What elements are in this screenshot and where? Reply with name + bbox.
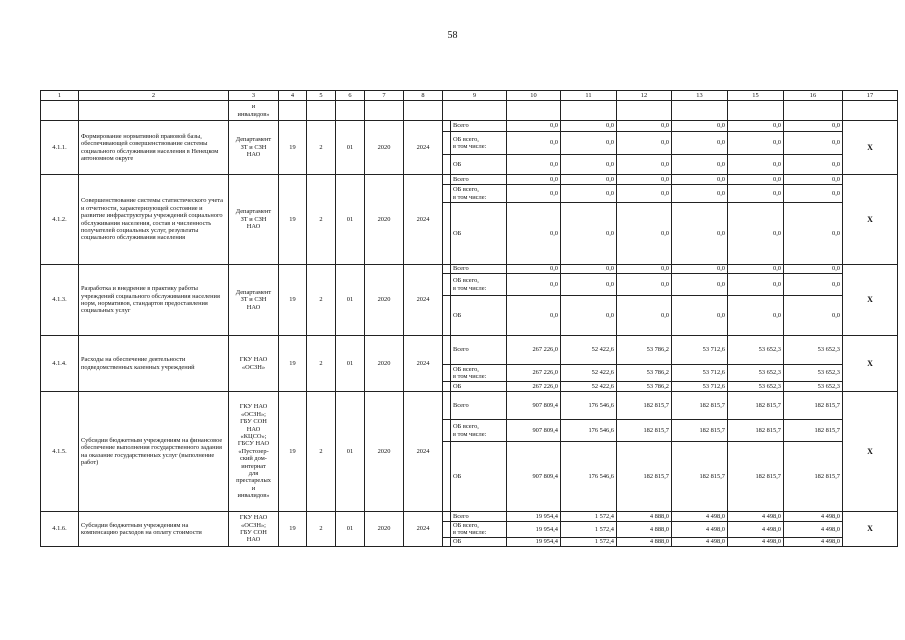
amount-cell: 176 546,6: [561, 420, 617, 442]
item-start-year: 2020: [365, 512, 404, 547]
amount-cell: 0,0: [617, 121, 672, 132]
amount-cell: 1 572,4: [561, 512, 617, 522]
item-mark: X: [843, 512, 898, 547]
spacer-cell: [443, 296, 451, 336]
spacer-cell: [443, 265, 451, 274]
funding-source: ОБ: [451, 442, 507, 512]
amount-cell: 53 652,3: [728, 365, 784, 382]
item-number: 4.1.1.: [41, 121, 79, 175]
empty-cell: [307, 101, 336, 121]
funding-source: Всего: [451, 175, 507, 185]
amount-cell: 19 954,4: [507, 522, 561, 538]
header-col: 16: [784, 91, 843, 101]
amount-cell: 52 422,6: [561, 336, 617, 365]
amount-cell: 53 712,6: [672, 382, 728, 392]
item-col6: 01: [336, 175, 365, 265]
amount-cell: 4 498,0: [672, 512, 728, 522]
empty-cell: [279, 101, 307, 121]
item-end-year: 2024: [404, 121, 443, 175]
funding-source: ОБ: [451, 155, 507, 175]
spacer-cell: [443, 522, 451, 538]
item-end-year: 2024: [404, 265, 443, 336]
amount-cell: 1 572,4: [561, 537, 617, 546]
spacer-cell: [443, 537, 451, 546]
header-col: 2: [79, 91, 229, 101]
item-col5: 2: [307, 175, 336, 265]
funding-source: ОБ всего, в том числе:: [451, 522, 507, 538]
amount-cell: 0,0: [617, 274, 672, 296]
amount-cell: 0,0: [617, 203, 672, 265]
amount-cell: 0,0: [784, 132, 843, 155]
amount-cell: 182 815,7: [784, 442, 843, 512]
item-start-year: 2020: [365, 121, 404, 175]
spacer-cell: [443, 132, 451, 155]
amount-cell: 0,0: [507, 296, 561, 336]
amount-cell: 53 786,2: [617, 382, 672, 392]
item-col4: 19: [279, 175, 307, 265]
amount-cell: 0,0: [507, 265, 561, 274]
item-col6: 01: [336, 512, 365, 547]
amount-cell: 4 498,0: [672, 537, 728, 546]
amount-cell: 0,0: [617, 132, 672, 155]
amount-cell: 53 786,2: [617, 336, 672, 365]
empty-cell: [404, 101, 443, 121]
item-col5: 2: [307, 392, 336, 512]
item-col6: 01: [336, 121, 365, 175]
amount-cell: 53 652,3: [728, 336, 784, 365]
item-name: Субсидии бюджетным учреждениям на компенсацию расходов на оплату стоимости: [79, 512, 229, 547]
amount-cell: 0,0: [672, 121, 728, 132]
table-row: [41, 121, 898, 132]
amount-cell: 0,0: [561, 296, 617, 336]
funding-source: ОБ всего, в том числе:: [451, 132, 507, 155]
amount-cell: 0,0: [672, 296, 728, 336]
item-start-year: 2020: [365, 392, 404, 512]
amount-cell: 0,0: [784, 203, 843, 265]
spacer-cell: [443, 442, 451, 512]
amount-cell: 0,0: [561, 121, 617, 132]
funding-source: ОБ всего, в том числе:: [451, 420, 507, 442]
amount-cell: 0,0: [507, 155, 561, 175]
empty-cell: [672, 101, 728, 121]
item-end-year: 2024: [404, 512, 443, 547]
amount-cell: 907 809,4: [507, 420, 561, 442]
empty-cell: [617, 101, 672, 121]
header-col: 12: [617, 91, 672, 101]
amount-cell: 4 888,0: [617, 522, 672, 538]
amount-cell: 0,0: [561, 175, 617, 185]
amount-cell: 0,0: [784, 121, 843, 132]
empty-cell: [784, 101, 843, 121]
amount-cell: 0,0: [784, 175, 843, 185]
item-mark: X: [843, 175, 898, 265]
funding-source: ОБ: [451, 296, 507, 336]
spacer-cell: [443, 336, 451, 365]
item-name: Разработка и внедрение в практику работы учреждений социального обслуживания населения норм, нормативов, стандартов предоставления социальных услуг: [79, 265, 229, 336]
funding-source: Всего: [451, 392, 507, 420]
item-mark: X: [843, 265, 898, 336]
item-col5: 2: [307, 336, 336, 392]
amount-cell: 182 815,7: [617, 442, 672, 512]
amount-cell: 0,0: [784, 185, 843, 203]
amount-cell: 4 498,0: [784, 512, 843, 522]
amount-cell: 267 226,0: [507, 336, 561, 365]
amount-cell: 907 809,4: [507, 392, 561, 420]
item-number: 4.1.5.: [41, 392, 79, 512]
amount-cell: 0,0: [672, 155, 728, 175]
item-mark: X: [843, 392, 898, 512]
amount-cell: 0,0: [507, 185, 561, 203]
amount-cell: 0,0: [672, 203, 728, 265]
item-col4: 19: [279, 392, 307, 512]
item-name: Формирование нормативной правовой базы, обеспечивающей совершенствование системы социального обслуживания населения в Ненецком автономном округе: [79, 121, 229, 175]
funding-source: ОБ всего, в том числе:: [451, 274, 507, 296]
item-col5: 2: [307, 512, 336, 547]
spacer-cell: [443, 175, 451, 185]
item-col6: 01: [336, 336, 365, 392]
item-start-year: 2020: [365, 175, 404, 265]
amount-cell: 0,0: [672, 175, 728, 185]
empty-cell: [561, 101, 617, 121]
continuation-row: [41, 101, 898, 121]
header-col: 9: [443, 91, 507, 101]
item-executor: Департамент ЗТ и СЗН НАО: [229, 265, 279, 336]
spacer-cell: [443, 382, 451, 392]
amount-cell: 53 786,2: [617, 365, 672, 382]
item-executor: Департамент ЗТ и СЗН НАО: [229, 121, 279, 175]
empty-cell: [443, 101, 507, 121]
item-end-year: 2024: [404, 175, 443, 265]
amount-cell: 182 815,7: [672, 442, 728, 512]
amount-cell: 1 572,4: [561, 522, 617, 538]
table-row: [41, 265, 898, 274]
header-col: 6: [336, 91, 365, 101]
empty-cell: [365, 101, 404, 121]
amount-cell: 0,0: [728, 175, 784, 185]
amount-cell: 4 498,0: [728, 537, 784, 546]
funding-source: Всего: [451, 336, 507, 365]
item-name: Совершенствование системы статистического учета и отчетности, характеризующей состояние и развитие инфраструктуры учреждений социального обслуживания населения, состав и численность получателей социальных услуг, результаты социального обслуживания населения: [79, 175, 229, 265]
header-col: 13: [672, 91, 728, 101]
funding-source: ОБ: [451, 203, 507, 265]
amount-cell: 182 815,7: [784, 420, 843, 442]
amount-cell: 0,0: [617, 175, 672, 185]
amount-cell: 182 815,7: [672, 392, 728, 420]
funding-source: Всего: [451, 512, 507, 522]
funding-source: ОБ всего, в том числе:: [451, 365, 507, 382]
amount-cell: 182 815,7: [617, 392, 672, 420]
item-col5: 2: [307, 265, 336, 336]
amount-cell: 0,0: [507, 203, 561, 265]
amount-cell: 4 888,0: [617, 512, 672, 522]
amount-cell: 0,0: [728, 185, 784, 203]
spacer-cell: [443, 392, 451, 420]
amount-cell: 0,0: [617, 155, 672, 175]
amount-cell: 0,0: [728, 274, 784, 296]
amount-cell: 182 815,7: [784, 392, 843, 420]
item-start-year: 2020: [365, 265, 404, 336]
funding-source: ОБ всего, в том числе:: [451, 185, 507, 203]
amount-cell: 182 815,7: [672, 420, 728, 442]
amount-cell: 53 652,3: [784, 336, 843, 365]
header-col: 8: [404, 91, 443, 101]
header-row: [41, 91, 898, 101]
amount-cell: 0,0: [728, 132, 784, 155]
amount-cell: 267 226,0: [507, 365, 561, 382]
amount-cell: 53 712,6: [672, 365, 728, 382]
table-row: [41, 336, 898, 365]
amount-cell: 0,0: [728, 203, 784, 265]
amount-cell: 0,0: [507, 175, 561, 185]
amount-cell: 0,0: [561, 203, 617, 265]
spacer-cell: [443, 512, 451, 522]
header-col: 1: [41, 91, 79, 101]
amount-cell: 0,0: [561, 265, 617, 274]
item-col4: 19: [279, 336, 307, 392]
amount-cell: 0,0: [507, 274, 561, 296]
amount-cell: 176 546,6: [561, 392, 617, 420]
amount-cell: 0,0: [784, 274, 843, 296]
empty-cell: [728, 101, 784, 121]
funding-source: Всего: [451, 121, 507, 132]
amount-cell: 4 498,0: [784, 537, 843, 546]
empty-cell: [507, 101, 561, 121]
amount-cell: 0,0: [507, 132, 561, 155]
amount-cell: 0,0: [561, 155, 617, 175]
item-executor: ГКУ НАО «ОСЗН»; ГБУ СОН НАО «КЦСО»; ГБСУ НАО «Пустозер- ский дом- интернат для престарелых и инвалидов»: [229, 392, 279, 512]
item-mark: X: [843, 121, 898, 175]
amount-cell: 4 498,0: [784, 522, 843, 538]
amount-cell: 0,0: [617, 185, 672, 203]
item-end-year: 2024: [404, 336, 443, 392]
amount-cell: 4 888,0: [617, 537, 672, 546]
amount-cell: 0,0: [728, 155, 784, 175]
empty-cell: [843, 101, 898, 121]
amount-cell: 53 652,3: [784, 382, 843, 392]
continuation-executor: и инвалидов»: [229, 101, 279, 121]
amount-cell: 0,0: [672, 132, 728, 155]
spacer-cell: [443, 420, 451, 442]
item-col4: 19: [279, 512, 307, 547]
item-name: Субсидии бюджетным учреждениям на финансовое обеспечение выполнения государственного задания на оказание государственных услуг (выполнение работ): [79, 392, 229, 512]
amount-cell: 182 815,7: [728, 420, 784, 442]
spacer-cell: [443, 121, 451, 132]
amount-cell: 52 422,6: [561, 382, 617, 392]
amount-cell: 52 422,6: [561, 365, 617, 382]
item-executor: Департамент ЗТ и СЗН НАО: [229, 175, 279, 265]
amount-cell: 4 498,0: [728, 522, 784, 538]
amount-cell: 0,0: [728, 265, 784, 274]
amount-cell: 0,0: [672, 185, 728, 203]
spacer-cell: [443, 203, 451, 265]
amount-cell: 176 546,6: [561, 442, 617, 512]
item-mark: X: [843, 336, 898, 392]
amount-cell: 19 954,4: [507, 537, 561, 546]
spacer-cell: [443, 274, 451, 296]
empty-cell: [79, 101, 229, 121]
amount-cell: 53 652,3: [728, 382, 784, 392]
table-row: [41, 512, 898, 522]
header-col: 5: [307, 91, 336, 101]
amount-cell: 182 815,7: [617, 420, 672, 442]
header-col: 3: [229, 91, 279, 101]
amount-cell: 907 809,4: [507, 442, 561, 512]
header-col: 7: [365, 91, 404, 101]
amount-cell: 182 815,7: [728, 442, 784, 512]
item-end-year: 2024: [404, 392, 443, 512]
item-col4: 19: [279, 121, 307, 175]
item-col6: 01: [336, 265, 365, 336]
amount-cell: 0,0: [507, 121, 561, 132]
header-col: 4: [279, 91, 307, 101]
spacer-cell: [443, 155, 451, 175]
funding-source: Всего: [451, 265, 507, 274]
amount-cell: 53 652,3: [784, 365, 843, 382]
item-number: 4.1.4.: [41, 336, 79, 392]
spacer-cell: [443, 185, 451, 203]
budget-table: [40, 90, 898, 547]
item-number: 4.1.3.: [41, 265, 79, 336]
funding-source: ОБ: [451, 382, 507, 392]
amount-cell: 0,0: [672, 265, 728, 274]
amount-cell: 0,0: [561, 185, 617, 203]
amount-cell: 53 712,6: [672, 336, 728, 365]
amount-cell: 267 226,0: [507, 382, 561, 392]
amount-cell: 0,0: [672, 274, 728, 296]
page-number: 58: [447, 30, 458, 41]
item-name: Расходы на обеспечение деятельности подведомственных казенных учреждений: [79, 336, 229, 392]
item-executor: ГКУ НАО «ОСЗН»: [229, 336, 279, 392]
amount-cell: 0,0: [784, 296, 843, 336]
amount-cell: 182 815,7: [728, 392, 784, 420]
header-col: 10: [507, 91, 561, 101]
empty-cell: [336, 101, 365, 121]
spacer-cell: [443, 365, 451, 382]
header-col: 15: [728, 91, 784, 101]
item-executor: ГКУ НАО «ОСЗН»; ГБУ СОН НАО: [229, 512, 279, 547]
amount-cell: 0,0: [561, 132, 617, 155]
header-col: 17: [843, 91, 898, 101]
amount-cell: 0,0: [784, 265, 843, 274]
amount-cell: 0,0: [728, 121, 784, 132]
header-col: 11: [561, 91, 617, 101]
item-col4: 19: [279, 265, 307, 336]
amount-cell: 4 498,0: [728, 512, 784, 522]
amount-cell: 0,0: [617, 265, 672, 274]
amount-cell: 4 498,0: [672, 522, 728, 538]
funding-source: ОБ: [451, 537, 507, 546]
amount-cell: 0,0: [784, 155, 843, 175]
amount-cell: 0,0: [561, 274, 617, 296]
amount-cell: 0,0: [728, 296, 784, 336]
amount-cell: 19 954,4: [507, 512, 561, 522]
item-start-year: 2020: [365, 336, 404, 392]
table-row: [41, 392, 898, 420]
item-col6: 01: [336, 392, 365, 512]
amount-cell: 0,0: [617, 296, 672, 336]
item-col5: 2: [307, 121, 336, 175]
table-row: [41, 175, 898, 185]
empty-cell: [41, 101, 79, 121]
item-number: 4.1.6.: [41, 512, 79, 547]
item-number: 4.1.2.: [41, 175, 79, 265]
